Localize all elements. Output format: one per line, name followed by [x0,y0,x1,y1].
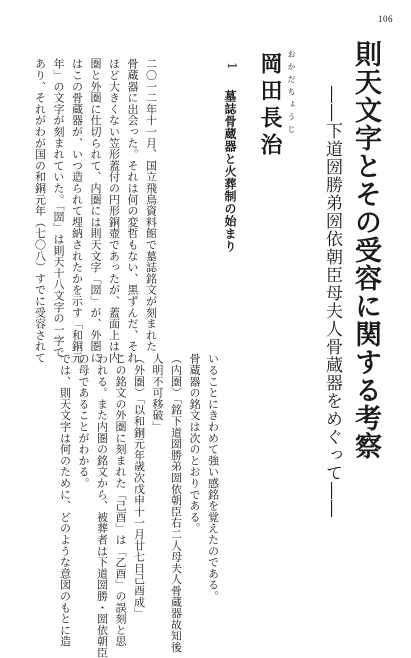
text-line: 骨蔵器に出会った。それは何の変哲もない、黒ずんだ、それ [126,58,139,364]
section-title: 墓誌骨蔵器と火葬制の始まり [223,90,237,253]
text-line: ほど大きくない笠形蓋付の円形銅壺であったが、蓋面上は内 [107,58,121,364]
author-ruby: おかだちょうじ [287,50,296,138]
text-line: の母であることがわかる。 [77,353,90,489]
text-line: 二〇一二年十一月、国立飛鳥資料館で墓誌銘文が刻まれた [144,58,158,352]
text-line: （外圏）「以和銅元年歳次戊申十一月廿七日己酉成」 [132,353,146,619]
section-number: 1 [225,62,239,70]
text-line: はこの骨蔵器が、いつ造られて埋納されたかを示す「和銅元 [70,58,84,364]
text-line: この銘文の外圏に刻まれた「己酉」は「乙酉」の誤刻と思 [114,353,127,647]
text-line: 人明不可移破」 [151,353,164,433]
author-name: 岡田長治 [257,52,283,160]
body-text-lower [55,353,222,658]
text-line: 圏と外圏に仕切られて、内圏には則天文字「圀」が、外圏に [89,58,102,364]
text-line: （内圏）「銘下道圀勝弟圀依朝臣右二人母夫人骨蔵器故知後 [169,353,183,653]
text-line: われる。また内圏の銘文から、被葬者は下道圀勝・圀依朝臣 [95,353,109,658]
text-line: あり、それがわが国の和銅元年（七〇八）すでに受容されて [33,58,47,364]
text-line: 年」の文字が刻まれていた。「圀」は則天十八文字の一字で [52,58,65,358]
page-number: 106 [378,14,393,24]
text-line: では、則天文字は何のために、どのような意図のもとに造 [58,353,72,647]
article-title: 則天文字とその受容に関する考察 [350,40,381,460]
text-line: いることにきわめて強い感銘を覚えたのである。 [206,353,220,602]
article-subtitle: ――下道圀勝弟圀依朝臣母夫人骨蔵器をめぐって―― [322,86,342,518]
text-line: 骨蔵器の銘文は次のとおりである。 [188,353,201,534]
